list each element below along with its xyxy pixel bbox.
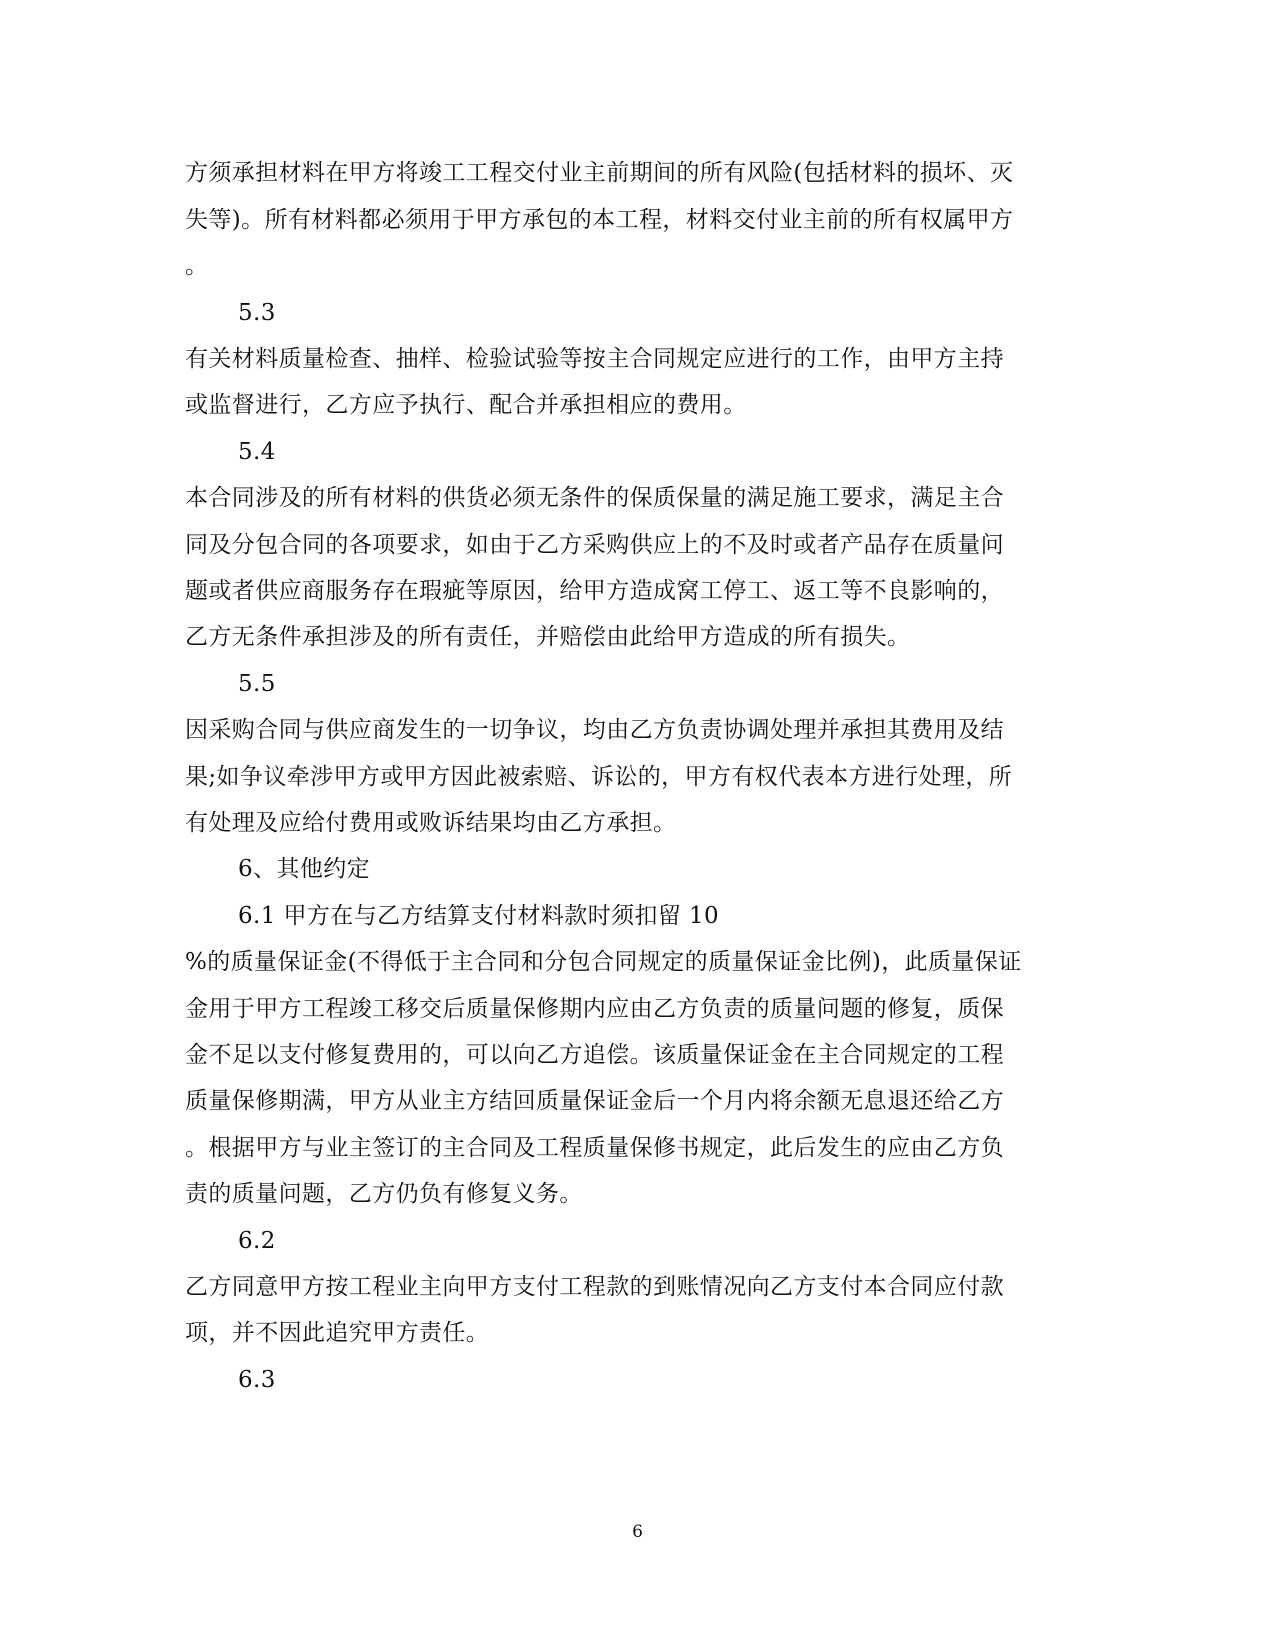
text-line: 乙方同意甲方按工程业主向甲方支付工程款的到账情况向乙方支付本合同应付款 — [185, 1274, 1004, 1300]
section-number: 5.4 — [238, 439, 276, 465]
section-number: 5.3 — [238, 300, 276, 326]
text-line: 或监督进行，乙方应予执行、配合并承担相应的费用。 — [185, 392, 747, 418]
text-line: 失等)。所有材料都必须用于甲方承包的本工程，材料交付业主前的所有权属甲方 — [185, 207, 1014, 233]
text-line: 有处理及应给付费用或败诉结果均由乙方承担。 — [185, 810, 677, 836]
text-line: 6.1 甲方在与乙方结算支付材料款时须扣留 10 — [238, 903, 720, 929]
section-number: 5.5 — [238, 671, 276, 697]
text-line: 质量保修期满，甲方从业主方结回质量保证金后一个月内将余额无息退还给乙方 — [185, 1088, 1004, 1114]
text-line: 果;如争议牵涉甲方或甲方因此被索赔、诉讼的，甲方有权代表本方进行处理，所 — [185, 764, 1013, 790]
text-line: 项，并不因此追究甲方责任。 — [185, 1320, 490, 1346]
text-line: 题或者供应商服务存在瑕疵等原因，给甲方造成窝工停工、返工等不良影响的， — [185, 578, 1004, 604]
text-line: 金不足以支付修复费用的，可以向乙方追偿。该质量保证金在主合同规定的工程 — [185, 1042, 1004, 1068]
text-line: 。根据甲方与业主签订的主合同及工程质量保修书规定，此后发生的应由乙方负 — [185, 1135, 1004, 1161]
text-line: 有关材料质量检查、抽样、检验试验等按主合同规定应进行的工作，由甲方主持 — [185, 346, 1004, 372]
text-line: 同及分包合同的各项要求，如由于乙方采购供应上的不及时或者产品存在质量问 — [185, 532, 1004, 558]
text-line: 方须承担材料在甲方将竣工工程交付业主前期间的所有风险(包括材料的损坏、灭 — [185, 160, 1014, 186]
text-line: 。 — [185, 253, 209, 279]
text-line: 本合同涉及的所有材料的供货必须无条件的保质保量的满足施工要求，满足主合 — [185, 485, 1004, 511]
text-line: 责的质量问题，乙方仍负有修复义务。 — [185, 1181, 583, 1207]
section-number: 6.3 — [238, 1367, 276, 1393]
text-line: 乙方无条件承担涉及的所有责任，并赔偿由此给甲方造成的所有损失。 — [185, 624, 911, 650]
text-line: 因采购合同与供应商发生的一切争议，均由乙方负责协调处理并承担其费用及结 — [185, 717, 1004, 743]
section-number: 6.2 — [238, 1228, 276, 1254]
section-heading: 6、其他约定 — [238, 856, 371, 882]
text-line: 金用于甲方工程竣工移交后质量保修期内应由乙方负责的质量问题的修复，质保 — [185, 996, 1004, 1022]
page-number: 6 — [632, 1522, 643, 1542]
text-line: %的质量保证金(不得低于主合同和分包合同规定的质量保证金比例)，此质量保证 — [185, 949, 1022, 975]
